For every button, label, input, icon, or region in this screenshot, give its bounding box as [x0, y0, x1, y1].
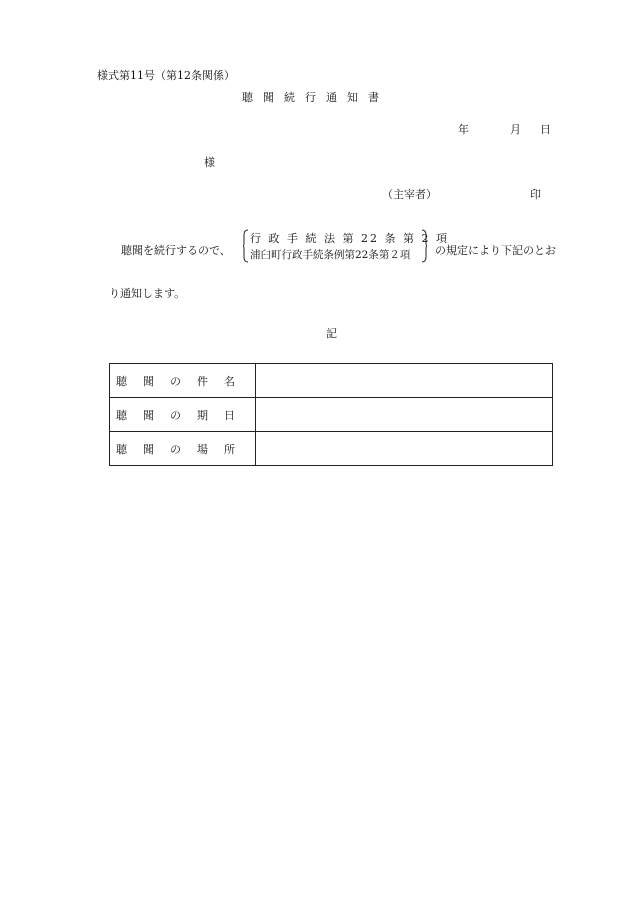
left-brace	[243, 229, 249, 263]
row-label-date: 聴聞の期日	[110, 398, 256, 432]
law-option-1: 行 政 手 続 法 第 22 条 第 2 項	[250, 232, 449, 245]
sender-label: （主宰者）	[382, 188, 437, 201]
law-option-2: 浦臼町行政手続条例第22条第２項	[250, 249, 411, 261]
table-row	[110, 364, 553, 398]
row-value-subject	[256, 364, 553, 398]
ki-heading: 記	[326, 327, 337, 340]
form-number: 様式第11号（第12条関係）	[97, 69, 235, 82]
row-label-place: 聴聞の場所	[110, 432, 256, 466]
date-month: 月	[510, 123, 521, 136]
right-brace	[421, 229, 427, 263]
body-tail: の規定により下記のとお	[435, 244, 556, 257]
hearing-info-table	[109, 363, 553, 466]
document-title: 聴聞続行通知書	[242, 91, 389, 104]
addressee-suffix: 様	[204, 156, 215, 169]
table-row	[110, 398, 553, 432]
date-line	[458, 121, 551, 137]
row-label-subject: 聴聞の件名	[110, 364, 256, 398]
date-day: 日	[540, 123, 551, 136]
table-row	[110, 432, 553, 466]
law-reference-brace	[243, 229, 449, 263]
date-year: 年	[458, 123, 469, 136]
seal-mark: 印	[530, 188, 541, 201]
body-lead: 聴聞を続行するので、	[121, 244, 231, 257]
body-continuation: り通知します。	[109, 287, 186, 300]
row-value-place	[256, 432, 553, 466]
row-value-date	[256, 398, 553, 432]
